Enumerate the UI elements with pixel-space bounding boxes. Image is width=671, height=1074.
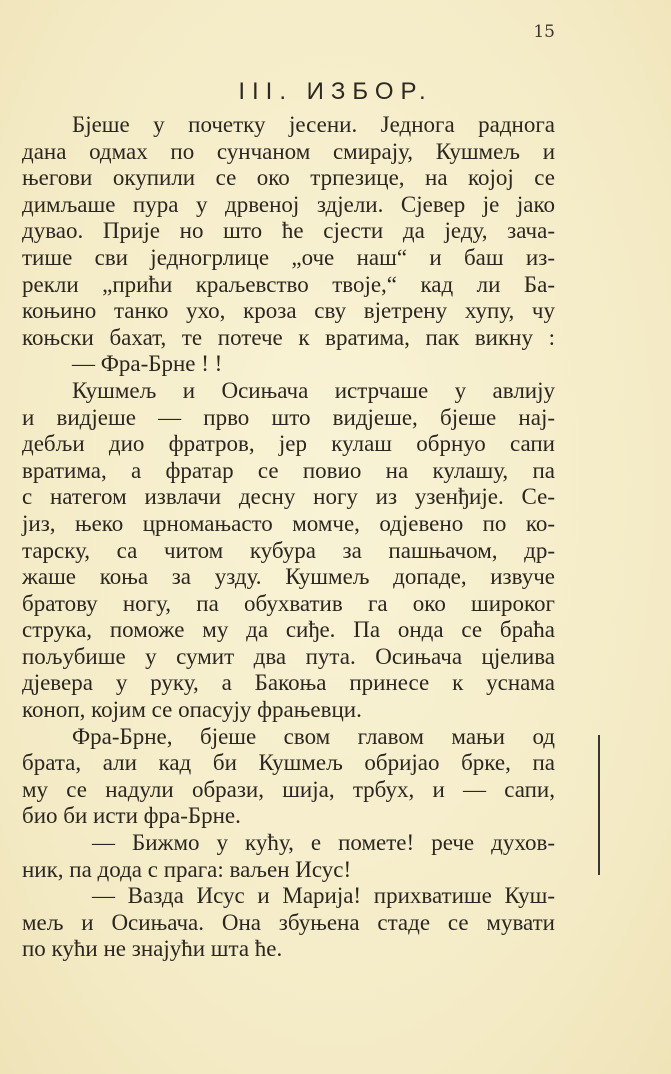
text-line: био би исти фра-Брне. — [22, 803, 241, 829]
text-line: коњски бахат, те потече к вратима, пак викну : — [22, 324, 555, 350]
chapter-title: III. ИЗБОР. — [238, 78, 433, 105]
text-line: рекли „прићи краљевство твоје,“ кад ли Ба- — [22, 271, 555, 297]
text-line: тарску, са читом кубура за пашњачом, др- — [22, 537, 555, 563]
text-line: дувао. Прије но што ће сјести да једу, зача- — [22, 218, 555, 244]
margin-pencil-mark — [598, 735, 600, 875]
text-line: и видјеше — прво што видјеше, бјеше нај- — [22, 404, 555, 430]
text-line: дебљи дио фратров, јер кулаш обрнуо сапи — [22, 431, 555, 457]
text-line: вратима, а фратар се повио на кулашу, па — [22, 457, 555, 483]
text-line: дјевера у руку, а Бакоња принесе к уснама — [22, 670, 555, 696]
text-line: — Фра-Брне ! ! — [72, 351, 223, 377]
body-text — [22, 112, 555, 963]
text-line: мељ и Осињача. Она збуњена стаде се мувати — [22, 909, 555, 935]
page-number: 15 — [533, 22, 555, 42]
text-line: братову ногу, па обухватив га око широког — [22, 590, 555, 616]
text-line: његови окупили се око трпезице, на којој се — [22, 165, 555, 191]
text-line: јиз, њеко црномањасто момче, одјевено по ко- — [22, 510, 555, 536]
text-line: дана одмах по сунчаном смирају, Кушмељ и — [22, 138, 555, 164]
text-line: коноп, којим се опасују фрањевци. — [22, 697, 362, 723]
text-line: димљаше пура у дрвеној здјели. Сјевер је јако — [22, 191, 555, 217]
text-line: брата, али кад би Кушмељ обријао брке, па — [22, 750, 555, 776]
text-line: — Вазда Исус и Марија! прихватише Куш- — [92, 883, 555, 909]
text-line: — Бижмо у кућу, е помете! рече духов- — [92, 830, 555, 856]
text-line: пољубише у сумит два пута. Осињача цјелива — [22, 643, 555, 669]
text-line: ник, па дода с прага: ваљен Исус! — [22, 856, 352, 882]
text-line: му се надули образи, шија, трбух, и — сапи, — [22, 776, 555, 802]
text-line: Бјеше у почетку јесени. Једнога раднога — [72, 112, 555, 137]
text-line: струка, поможе му да сиђе. Па онда се браћа — [22, 617, 555, 643]
text-line: с натегом извлачи десну ногу из узенђије. Се- — [22, 484, 555, 510]
text-line: Кушмељ и Осињача истрчаше у авлију — [72, 377, 555, 403]
text-line: тише сви једногрлице „оче наш“ и баш из- — [22, 244, 555, 270]
text-line: по кући не знајући шта ће. — [22, 936, 283, 962]
text-line: коњино танко ухо, кроза сву вјетрену хупу, чу — [22, 298, 555, 324]
text-line: Фра-Брне, бјеше свом главом мањи од — [72, 723, 555, 749]
text-line: жаше коња за узду. Кушмељ допаде, извуче — [22, 564, 555, 590]
